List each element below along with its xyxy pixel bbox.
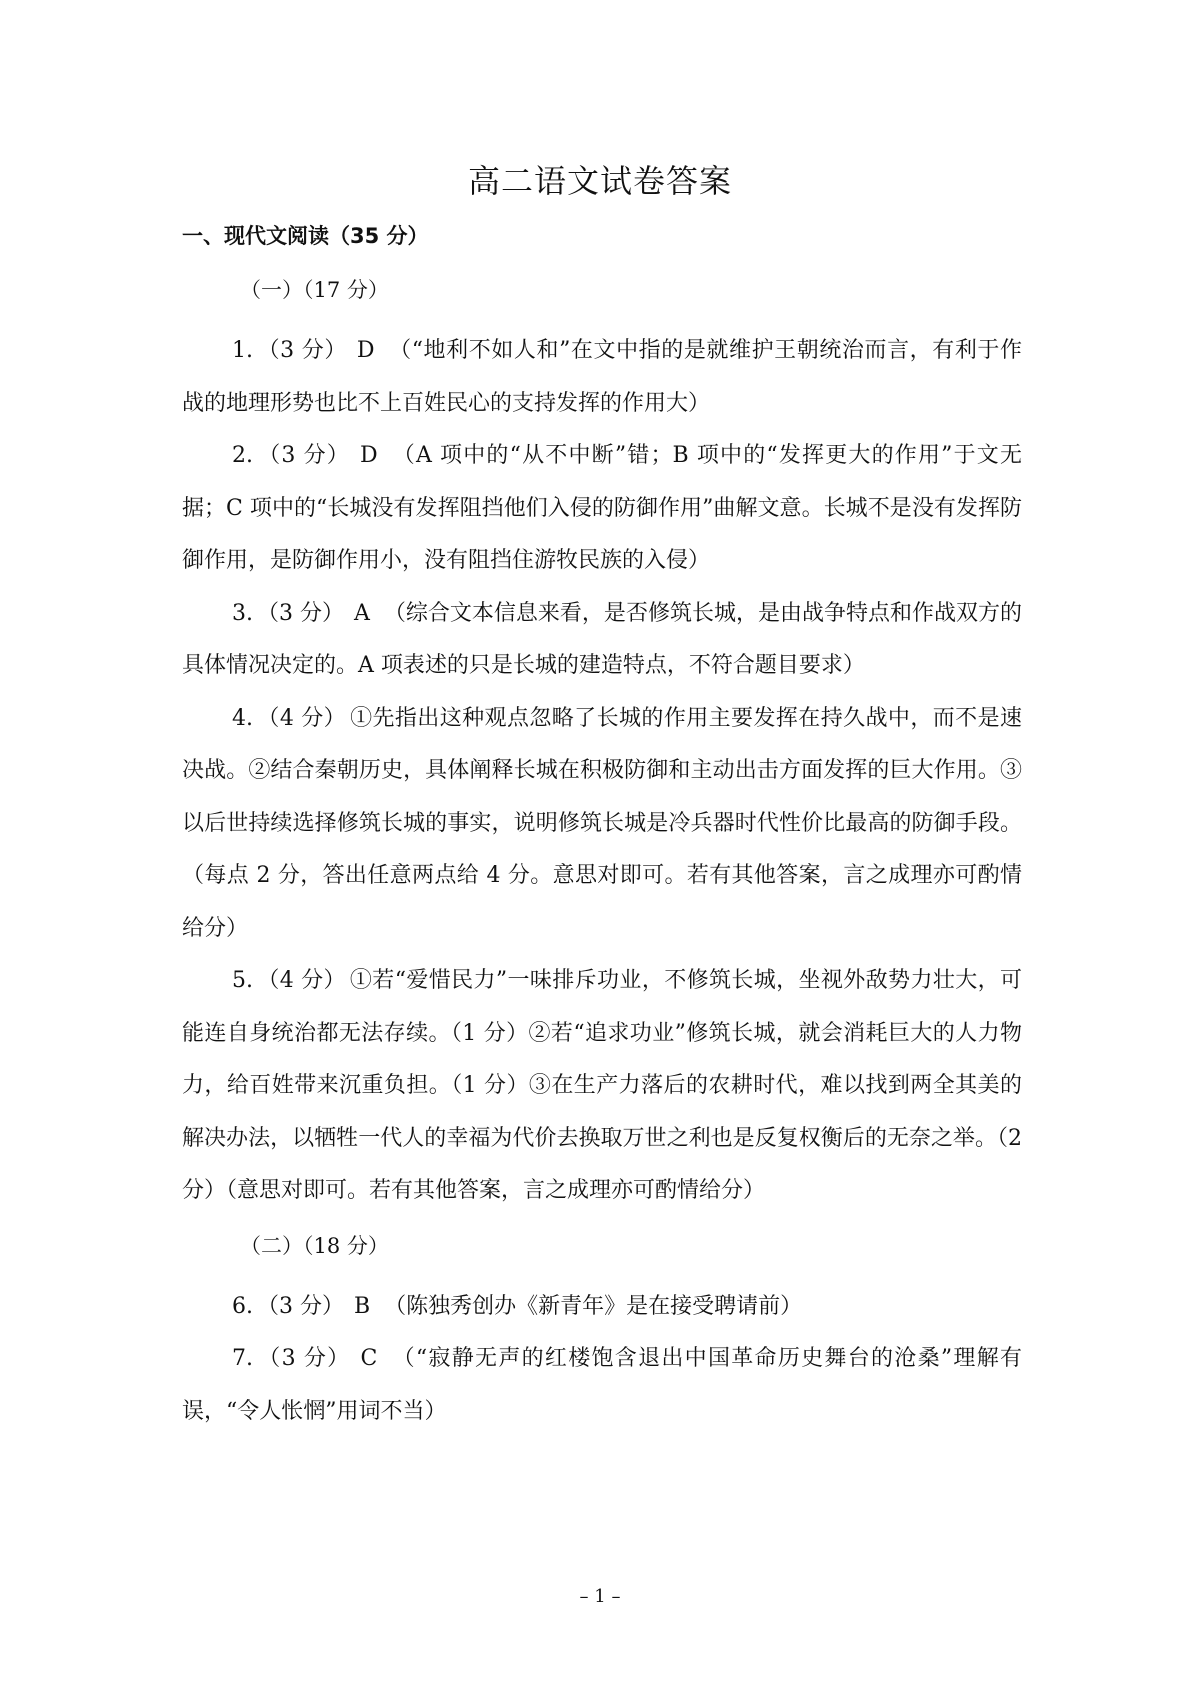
answer-content [182,218,1022,1438]
question-number: 4. [232,705,253,731]
question-score: （3 分） [257,1293,344,1319]
answer-choice: D [356,338,375,363]
page-title: 高二语文试卷答案 [467,162,732,200]
question-number: 1. [232,338,253,363]
question-number: 2. [232,443,253,468]
answer-item [182,430,1022,588]
answer-item [182,1281,1022,1334]
subsection-heading: （一）（17 分） [240,278,389,302]
question-score: （3 分） [257,443,350,468]
subsection-heading: （二）（18 分） [240,1233,389,1258]
answer-item [182,588,1022,693]
question-score: （4 分） [257,968,346,993]
answer-explanation: （A 项中的“从不中断”错；B 项中的“发挥更大的作用”于文无据；C 项中的“长城没有发挥阻挡他们入侵的防御作用”曲解文意。长城不是没有发挥防御作用，是防御作用小，没有阻挡住游牧民族的入侵） [182,443,1022,573]
question-number: 6. [232,1293,253,1319]
question-number: 5. [232,968,253,993]
answer-explanation: （综合文本信息来看，是否修筑长城，是由战争特点和作战双方的具体情况决定的。A 项表述的只是长城的建造特点，不符合题目要求） [182,600,1022,678]
answer-choice: B [354,1293,371,1319]
answer-explanation: ①先指出这种观点忽略了长城的作用主要发挥在持久战中，而不是速决战。②结合秦朝历史，具体阐释长城在积极防御和主动出击方面发挥的巨大作用。③以后世持续选择修筑长城的事实，说明修筑长城是冷兵器时代性价比最高的防御手段。（每点 2 分，答出任意两点给 4 分。意思对即可。若有其他答案，言之成理亦可酌情给分） [182,705,1022,941]
question-score: （3 分） [257,338,347,363]
answer-choice: A [354,600,370,626]
question-score: （3 分） [257,600,345,626]
question-score: （3 分） [257,1346,351,1371]
answer-item [182,693,1022,956]
answer-choice: C [360,1346,378,1371]
question-score: （4 分） [257,705,347,731]
answer-explanation: （陈独秀创办《新青年》是在接受聘请前） [384,1293,803,1319]
answer-choice: D [359,443,378,468]
section-heading: 一、现代文阅读（35 分） [182,224,429,248]
question-number: 7. [232,1346,253,1371]
answer-item [182,1333,1022,1438]
page-number: – 1 – [579,1586,621,1607]
answer-explanation: （“寂静无声的红楼饱含退出中国革命历史舞台的沧桑”理解有误，“令人怅惘”用词不当） [182,1346,1023,1424]
answer-explanation: （“地利不如人和”在文中指的是就维护王朝统治而言，有利于作战的地理形势也比不上百姓民心的支持发挥的作用大） [182,338,1022,416]
question-number: 3. [232,600,253,626]
answer-item [182,325,1022,430]
answer-item [182,955,1022,1218]
answer-explanation: ①若“爱惜民力”一味排斥功业，不修筑长城，坐视外敌势力壮大，可能连自身统治都无法存续。（1 分）②若“追求功业”修筑长城，就会消耗巨大的人力物力，给百姓带来沉重负担。（1 分）③在生产力落后的农耕时代，难以找到两全其美的解决办法，以牺牲一代人的幸福为代价去换取万世之利也是反复权衡后的无奈之举。（2 分）（意思对即可。若有其他答案，言之成理亦可酌情给分） [182,968,1022,1203]
